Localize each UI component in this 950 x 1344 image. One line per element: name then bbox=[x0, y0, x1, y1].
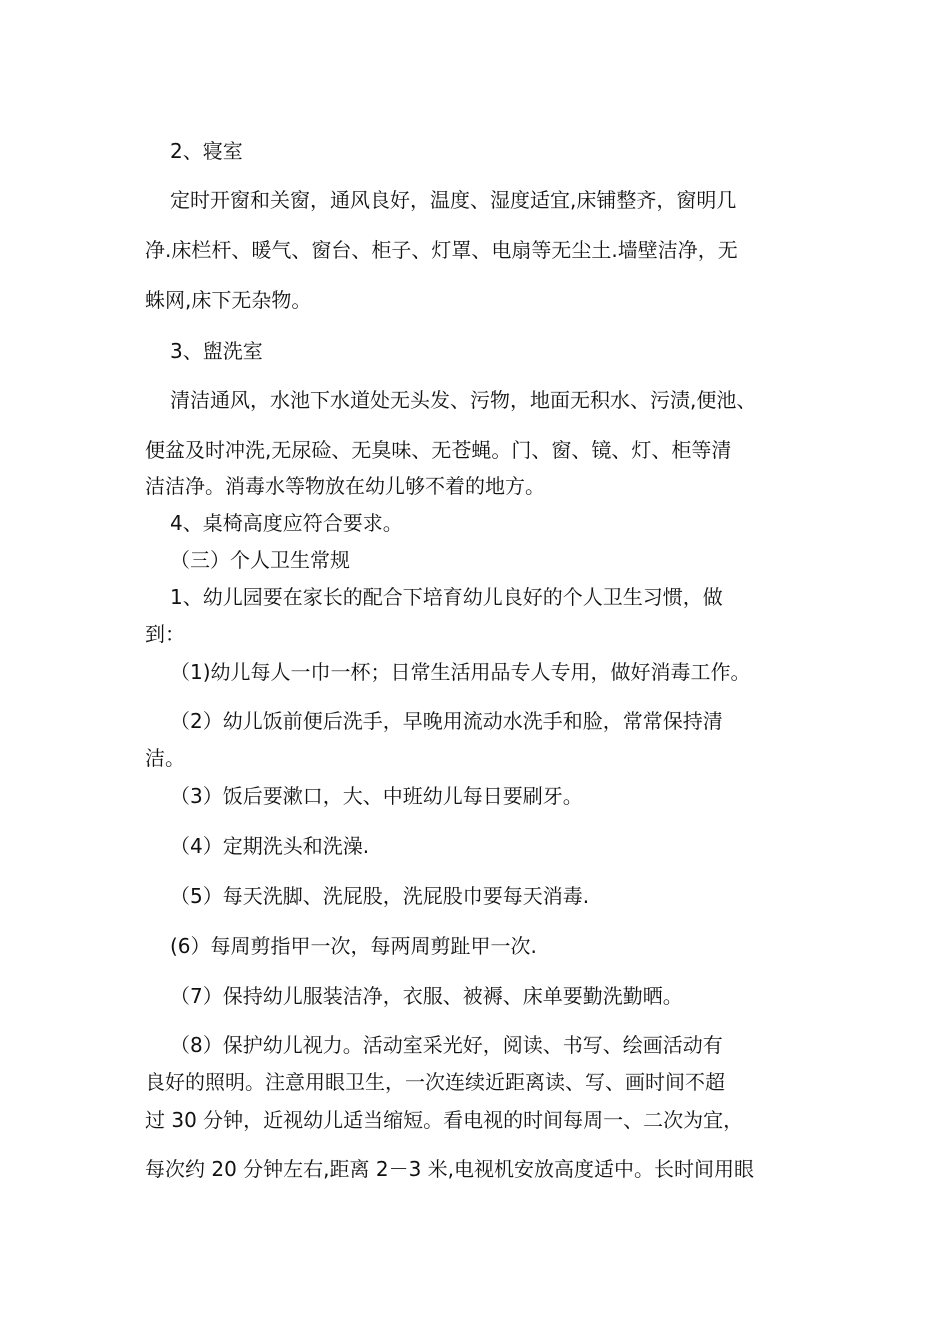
list-item: （4）定期洗头和洗澡. bbox=[170, 834, 370, 858]
paragraph-line: 便盆及时冲洗,无尿硷、无臭味、无苍蝇。门、窗、镜、灯、柜等清 bbox=[145, 438, 732, 462]
paragraph-line: 清洁通风，水池下水道处无头发、污物，地面无积水、污渍,便池、 bbox=[170, 388, 757, 412]
list-item: （3）饭后要漱口，大、中班幼儿每日要刷牙。 bbox=[170, 784, 583, 808]
list-item: （8）保护幼儿视力。活动室采光好，阅读、书写、绘画活动有 bbox=[170, 1033, 723, 1057]
list-item-continuation: 洁。 bbox=[145, 746, 185, 770]
paragraph-line: 1、幼儿园要在家长的配合下培育幼儿良好的个人卫生习惯，做 bbox=[170, 585, 723, 609]
heading-desks: 4、桌椅高度应符合要求。 bbox=[170, 511, 403, 535]
paragraph-line: 过 30 分钟，近视幼儿适当缩短。看电视的时间每周一、二次为宜， bbox=[145, 1108, 744, 1132]
paragraph-line: 洁洁净。消毒水等物放在幼儿够不着的地方。 bbox=[145, 474, 545, 498]
heading-dormitory: 2、寝室 bbox=[170, 139, 243, 163]
paragraph-line: 良好的照明。注意用眼卫生，一次连续近距离读、写、画时间不超 bbox=[145, 1070, 725, 1094]
paragraph-line: 净.床栏杆、暖气、窗台、柜子、灯罩、电扇等无尘土.墙壁洁净，无 bbox=[145, 238, 738, 262]
list-item: （5）每天洗脚、洗屁股，洗屁股巾要每天消毒. bbox=[170, 884, 590, 908]
paragraph-line: 到： bbox=[145, 622, 185, 646]
list-item: （2）幼儿饭前便后洗手，早晚用流动水洗手和脸，常常保持清 bbox=[170, 709, 723, 733]
paragraph-line: 定时开窗和关窗，通风良好，温度、湿度适宜,床铺整齐，窗明几 bbox=[170, 188, 737, 212]
section-heading: （三）个人卫生常规 bbox=[170, 548, 350, 572]
list-item: （1)幼儿每人一巾一杯；日常生活用品专人专用，做好消毒工作。 bbox=[170, 660, 751, 684]
list-item: (6）每周剪指甲一次，每两周剪趾甲一次. bbox=[170, 934, 537, 958]
paragraph-line: 蛛网,床下无杂物。 bbox=[145, 288, 312, 312]
heading-washroom: 3、盥洗室 bbox=[170, 339, 263, 363]
paragraph-line: 每次约 20 分钟左右,距离 2－3 米,电视机安放高度适中。长时间用眼 bbox=[145, 1157, 755, 1181]
list-item: （7）保持幼儿服装洁净，衣服、被褥、床单要勤洗勤晒。 bbox=[170, 984, 683, 1008]
